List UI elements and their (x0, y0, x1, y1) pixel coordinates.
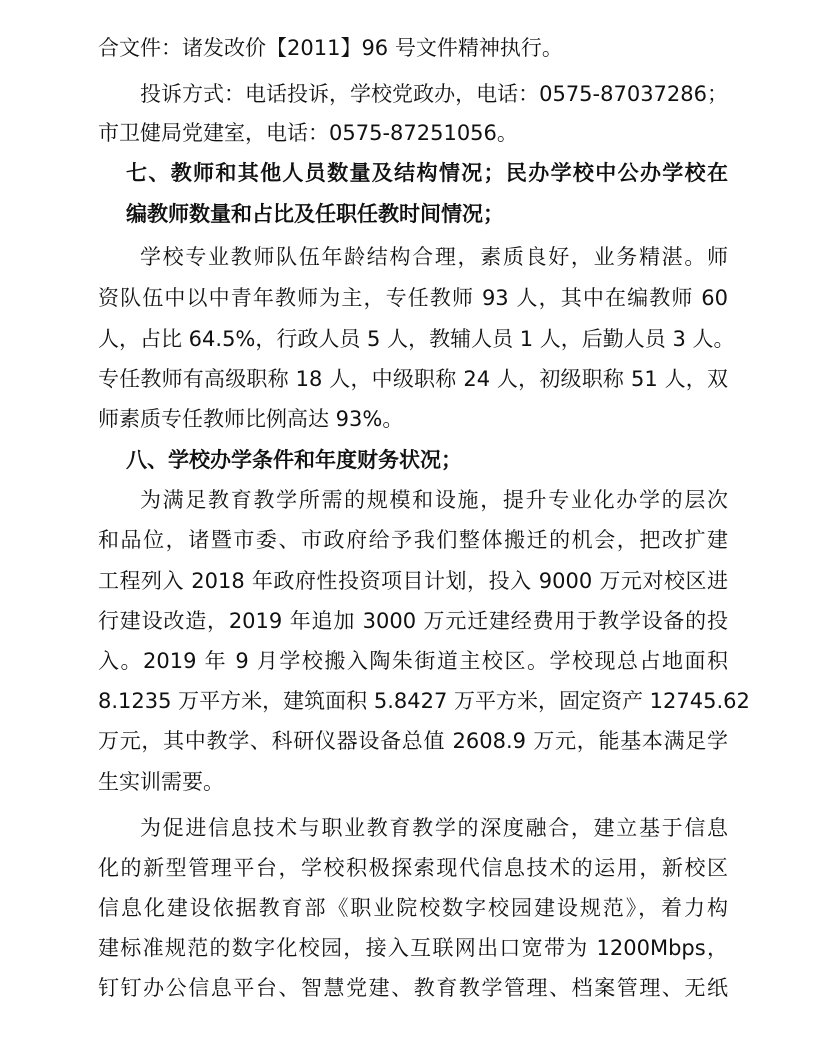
section-heading: 七、教师和其他人员数量及结构情况；民办学校中公办学校在 (126, 161, 728, 185)
text-line: 资队伍中以中青年教师为主，专任教师 93 人，其中在编教师 60 (98, 286, 728, 310)
text-line: 入。2019 年 9 月学校搬入陶朱街道主校区。学校现总占地面积 (98, 649, 728, 673)
text-line: 工程列入 2018 年政府性投资项目计划，投入 9000 万元对校区进 (98, 569, 728, 593)
text-line: 钉钉办公信息平台、智慧党建、教育教学管理、档案管理、无纸 (98, 976, 728, 1000)
text-line: 信息化建设依据教育部《职业院校数字校园建设规范》，着力构 (98, 896, 728, 920)
text-line: 生实训需要。 (98, 770, 224, 794)
text-line: 市卫健局党建室，电话：0575-87251056。 (98, 121, 518, 145)
text-line: 建标准规范的数字化校园，接入互联网出口宽带为 1200Mbps， (98, 936, 728, 960)
text-line: 学校专业教师队伍年龄结构合理，素质良好，业务精湛。师 (140, 245, 728, 269)
text-line: 行建设改造，2019 年追加 3000 万元迁建经费用于教学设备的投 (98, 609, 728, 633)
section-heading: 八、学校办学条件和年度财务状况； (126, 448, 462, 472)
text-line: 专任教师有高级职称 18 人，中级职称 24 人，初级职称 51 人，双 (98, 367, 728, 391)
text-line: 和品位，诸暨市委、市政府给予我们整体搬迁的机会，把改扩建 (98, 528, 728, 552)
text-line: 8.1235 万平方米，建筑面积 5.8427 万平方米，固定资产 12745.62 (98, 689, 750, 713)
text-line: 合文件：诸发改价【2011】96 号文件精神执行。 (98, 36, 563, 60)
text-line: 化的新型管理平台，学校积极探索现代信息技术的运用，新校区 (98, 856, 728, 880)
text-line: 投诉方式：电话投诉，学校党政办，电话：0575-87037286； (140, 82, 728, 106)
text-line: 为满足教育教学所需的规模和设施，提升专业化办学的层次 (140, 488, 728, 512)
text-line: 为促进信息技术与职业教育教学的深度融合，建立基于信息 (140, 816, 728, 840)
section-heading: 编教师数量和占比及任职任教时间情况； (126, 202, 504, 226)
text-line: 师素质专任教师比例高达 93%。 (98, 407, 404, 431)
text-line: 万元，其中教学、科研仪器设备总值 2608.9 万元，能基本满足学 (98, 729, 728, 753)
text-line: 人，占比 64.5%，行政人员 5 人，教辅人员 1 人，后勤人员 3 人。 (98, 327, 735, 351)
